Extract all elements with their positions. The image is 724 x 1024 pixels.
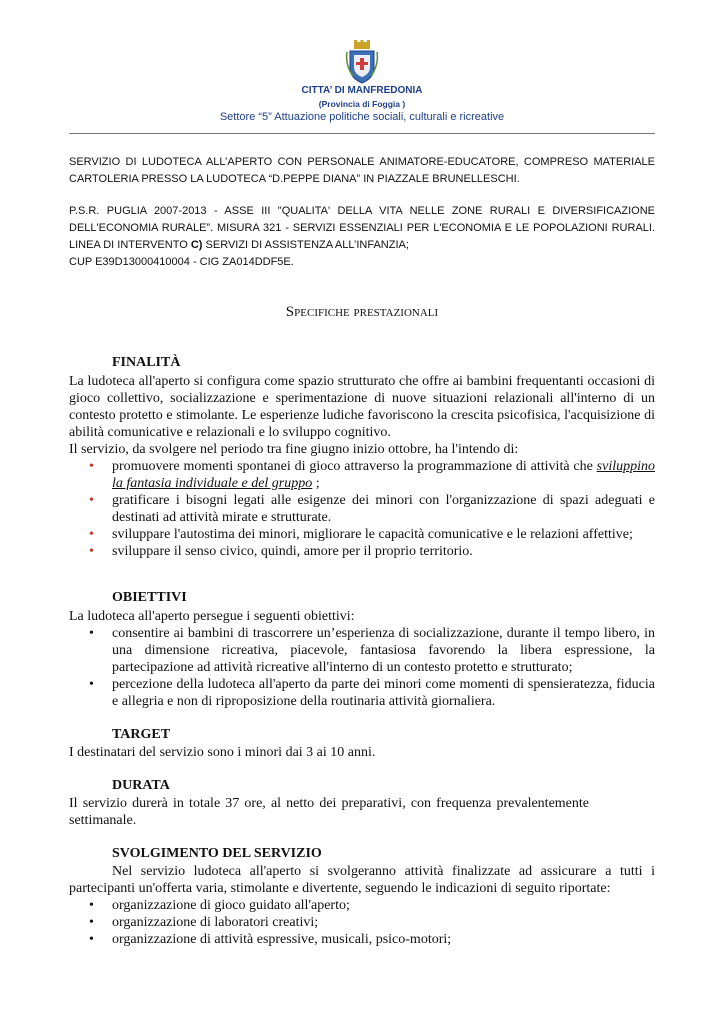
cup-code: CUP E39D13000410004 - CIG ZA014DDF5E.	[69, 256, 294, 268]
section-heading-durata: DURATA	[112, 778, 170, 793]
item-text: organizzazione di attività espressive, musicali, psico-motori;	[112, 932, 452, 947]
list-item	[69, 625, 655, 676]
item-text: sviluppare l'autostima dei minori, migliorare le capacità comunicative e le relazioni affettive;	[112, 527, 633, 542]
bullet: •	[89, 915, 94, 930]
linea-prefix: LINEA DI INTERVENTO	[69, 239, 191, 251]
list-item	[69, 543, 655, 560]
durata-text: Il servizio durerà in totale 37 ore, al netto dei preparativi, con frequenza prevalentemente settimanale.	[69, 796, 589, 828]
section-obiettivi	[69, 608, 655, 710]
service-description	[69, 154, 655, 188]
section-heading-target: TARGET	[112, 727, 171, 742]
svolgimento-paragraph: Nel servizio ludoteca all'aperto si svolgeranno attività finalizzate ad assicurare a tutti i partecipanti un'offerta varia, stimolante e divertente, seguendo le indicazioni di seguito riportate:	[69, 864, 655, 896]
bullet: •	[89, 677, 94, 692]
bullet: •	[89, 544, 94, 559]
bullet: •	[89, 932, 94, 947]
list-item	[69, 526, 655, 543]
psr-line-2: DELL'ECONOMIA RURALE”. MISURA 321 - SERVIZI ESSENZIALI PER L'ECONOMIA E LE POPOLAZIONI RURALI.	[69, 222, 655, 234]
obiettivi-intro: La ludoteca all'aperto persegue i seguenti obiettivi:	[69, 609, 355, 624]
bullet: •	[89, 459, 94, 474]
header-city: CITTA’ DI MANFREDONIA	[301, 85, 423, 96]
list-item	[69, 914, 655, 931]
bullet: •	[89, 626, 94, 641]
section-heading-svolgimento: SVOLGIMENTO DEL SERVIZIO	[112, 846, 322, 861]
list-item	[69, 897, 655, 914]
section-finalita	[69, 373, 655, 560]
list-item	[69, 931, 655, 948]
city-crest-icon	[345, 40, 379, 84]
service-line-1: SERVIZIO DI LUDOTECA ALL’APERTO CON PERSONALE ANIMATORE-EDUCATORE, COMPRESO MATERIALE	[69, 156, 655, 168]
finalita-paragraph: La ludoteca all'aperto si configura come spazio strutturato che offre ai bambini frequentanti occasioni di gioco collettivo, socializzazione e sperimentazione di nuove situazioni relazionali all'interno di un contesto protetto e stimolante. Le esperienze ludiche favoriscono la crescita psicofisica, l'acquisizione di abilità comunicative e relazionali e lo sviluppo cognitivo.	[69, 374, 655, 440]
header-sector: Settore “5” Attuazione politiche sociali, culturali e ricreative	[219, 111, 505, 123]
item-text: organizzazione di laboratori creativi;	[112, 915, 319, 930]
finalita-intro: Il servizio, da svolgere nel periodo tra fine giugno inizio ottobre, ha l'intendo di:	[69, 442, 519, 457]
obiettivi-list	[69, 625, 655, 710]
finalita-list	[69, 458, 655, 560]
item-text: organizzazione di gioco guidato all'aperto;	[112, 898, 350, 913]
item-text-end: ;	[312, 476, 320, 491]
header-divider	[69, 133, 655, 134]
list-item	[69, 676, 655, 710]
psr-line-1: P.S.R. PUGLIA 2007-2013 - ASSE III "QUALITA' DELLA VITA NELLE ZONE RURALI E DIVERSIFICAZIONE	[69, 205, 655, 217]
linea-intervento	[69, 237, 655, 254]
item-text: consentire ai bambini di trascorrere un’esperienza di socializzazione, durante il tempo libero, in una dimensione ricreativa, piacevole, fantasiosa favorendo la libera espressione, la partecipazione ad attività ricreative all'interno di un contesto protetto e strutturato;	[112, 626, 655, 675]
item-text: sviluppare il senso civico, quindi, amore per il proprio territorio.	[112, 544, 473, 559]
linea-rest: SERVIZI DI ASSISTENZA ALL’INFANZIA;	[202, 239, 409, 251]
header-province: (Provincia di Foggia )	[318, 99, 406, 109]
list-item	[69, 492, 655, 526]
target-text: I destinatari del servizio sono i minori dai 3 ai 10 anni.	[69, 745, 376, 760]
section-heading-finalita: FINALITÀ	[112, 355, 181, 370]
section-svolgimento	[69, 863, 655, 948]
item-text: gratificare i bisogni legati alle esigenze dei minori con l'organizzazione di spazi adeguati e destinati ad attività mirate e strutturate.	[112, 493, 655, 525]
list-item	[69, 458, 655, 492]
svolgimento-list	[69, 897, 655, 948]
section-heading-obiettivi: OBIETTIVI	[112, 590, 187, 605]
bullet: •	[89, 493, 94, 508]
bullet: •	[89, 527, 94, 542]
page-title: Specifiche prestazionali	[285, 304, 439, 320]
bullet: •	[89, 898, 94, 913]
psr-description	[69, 203, 655, 271]
linea-letter: C)	[190, 239, 203, 251]
item-text: percezione della ludoteca all'aperto da parte dei minori come momenti di spensieratezza, fiducia e allegria e non di riproposizione della routinaria attività giornaliera.	[112, 677, 655, 709]
service-line-2: CARTOLERIA PRESSO LA LUDOTECA “D.PEPPE DIANA” IN PIAZZALE BRUNELLESCHI.	[69, 173, 520, 185]
item-text: promuovere momenti spontanei di gioco attraverso la programmazione di attività che	[112, 459, 597, 474]
item-emphasis: sviluppino la fantasia individuale e del gruppo	[112, 459, 655, 491]
